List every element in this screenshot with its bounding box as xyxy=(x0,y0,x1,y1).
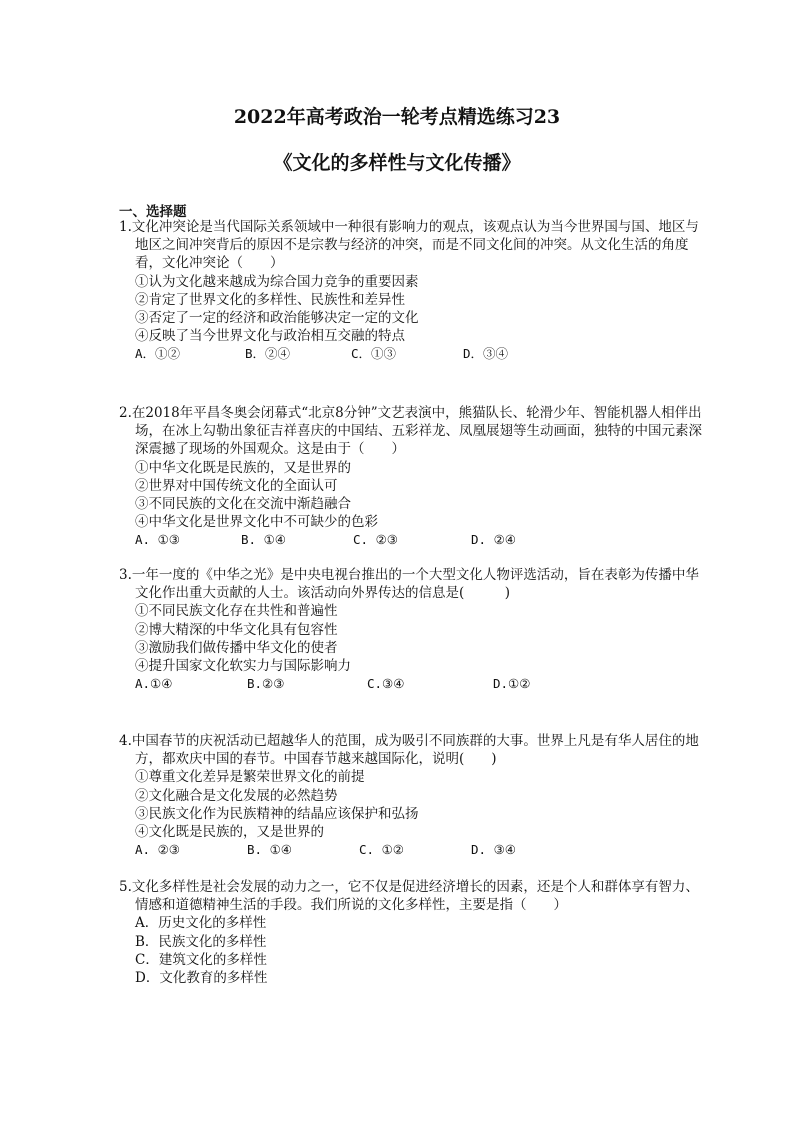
question-3-option-3: ③激励我们做传播中华文化的使者 xyxy=(135,639,338,656)
question-2-option-4: ④中华文化是世界文化中不可缺少的色彩 xyxy=(135,514,378,531)
choice-d: D．③④ xyxy=(463,346,509,362)
choice-b: B. ①④ xyxy=(247,842,292,858)
choice-c: C. ②③ xyxy=(353,532,398,548)
question-4-stem: 4.中国春节的庆祝活动已超越华人的范围，成为吸引不同族群的大事。世界上凡是有华人居住的地方，都欢庆中国的春节。中国春节越来越国际化，说明( ) xyxy=(119,733,699,768)
question-2-option-3: ③不同民族的文化在交流中渐趋融合 xyxy=(135,496,351,513)
question-3-option-1: ①不同民族文化存在共性和普遍性 xyxy=(135,603,338,620)
question-1-option-1: ①认为文化越来越成为综合国力竞争的重要因素 xyxy=(135,273,419,290)
question-2-option-1: ①中华文化既是民族的，又是世界的 xyxy=(135,459,351,476)
question-1-choices xyxy=(119,345,705,363)
question-1-option-4: ④反映了当今世界文化与政治相互交融的特点 xyxy=(135,328,405,345)
section-heading: 一、选择题 xyxy=(119,204,187,220)
choice-d: D.①② xyxy=(493,676,531,692)
question-3-option-2: ②博大精深的中华文化具有包容性 xyxy=(135,621,338,638)
question-3-stem: 3.一年一度的《中华之光》是中央电视台推出的一个大型文化人物评选活动，旨在表彰为传播中华文化作出重大贡献的人士。该活动向外界传达的信息是( ) xyxy=(119,567,699,602)
question-4-option-1: ①尊重文化差异是繁荣世界文化的前提 xyxy=(135,769,365,786)
question-3-choices xyxy=(119,675,705,693)
choice-b: B. ①④ xyxy=(241,532,286,548)
page-title: 2022年高考政治一轮考点精选练习23 xyxy=(233,106,561,128)
choice-c: C. ①② xyxy=(359,842,404,858)
choice-d: D. ③④ xyxy=(471,842,516,858)
page-subtitle: 《文化的多样性与文化传播》 xyxy=(273,152,521,174)
question-1-option-3: ③否定了一定的经济和政治能够决定一定的文化 xyxy=(135,310,419,327)
question-5-option-a: A．历史文化的多样性 xyxy=(135,915,267,932)
choice-a: A. ②③ xyxy=(135,842,180,858)
question-5-option-b: B．民族文化的多样性 xyxy=(135,933,267,950)
choice-a: A．①② xyxy=(135,346,181,362)
question-4-choices xyxy=(119,841,705,859)
question-1-option-2: ②肯定了世界文化的多样性、民族性和差异性 xyxy=(135,291,405,308)
choice-c: C.③④ xyxy=(367,676,405,692)
question-2-stem: 2.在2018年平昌冬奥会闭幕式“北京8分钟”文艺表演中，熊猫队长、轮滑少年、智能机器人相伴出场，在冰上勾勒出象征吉祥喜庆的中国结、五彩祥龙、凤凰展翅等生动画面，独特的中国元素深深震撼了现场的外国观众。这是由于（ ） xyxy=(119,405,702,458)
question-5-stem: 5.文化多样性是社会发展的动力之一，它不仅是促进经济增长的因素，还是个人和群体享有智力、情感和道德精神生活的手段。我们所说的文化多样性，主要是指（ ） xyxy=(119,879,699,914)
question-4 xyxy=(119,732,705,859)
question-5-option-c: C．建筑文化的多样性 xyxy=(135,951,267,968)
choice-d: D. ②④ xyxy=(471,532,516,548)
question-5 xyxy=(119,878,705,987)
choice-b: B.②③ xyxy=(247,676,285,692)
question-1-stem: 1.文化冲突论是当代国际关系领域中一种很有影响力的观点，该观点认为当今世界国与国、地区与地区之间冲突背后的原因不是宗教与经济的冲突，而是不同文化间的冲突。从文化生活的角度看，文化冲突论（ ） xyxy=(119,219,699,272)
choice-a: A. ①③ xyxy=(135,532,180,548)
question-3-option-4: ④提升国家文化软实力与国际影响力 xyxy=(135,658,351,675)
question-5-option-d: D．文化教育的多样性 xyxy=(135,970,268,987)
question-4-option-3: ③民族文化作为民族精神的结晶应该保护和弘扬 xyxy=(135,805,419,822)
question-4-option-4: ④文化既是民族的，又是世界的 xyxy=(135,824,324,841)
question-3 xyxy=(119,566,705,693)
question-1 xyxy=(119,218,705,364)
choice-c: C．①③ xyxy=(351,346,397,362)
question-4-option-2: ②文化融合是文化发展的必然趋势 xyxy=(135,787,338,804)
question-2-option-2: ②世界对中国传统文化的全面认可 xyxy=(135,477,338,494)
choice-a: A.①④ xyxy=(135,676,173,692)
question-2 xyxy=(119,404,705,550)
choice-b: B．②④ xyxy=(245,346,291,362)
question-2-choices xyxy=(119,531,705,549)
